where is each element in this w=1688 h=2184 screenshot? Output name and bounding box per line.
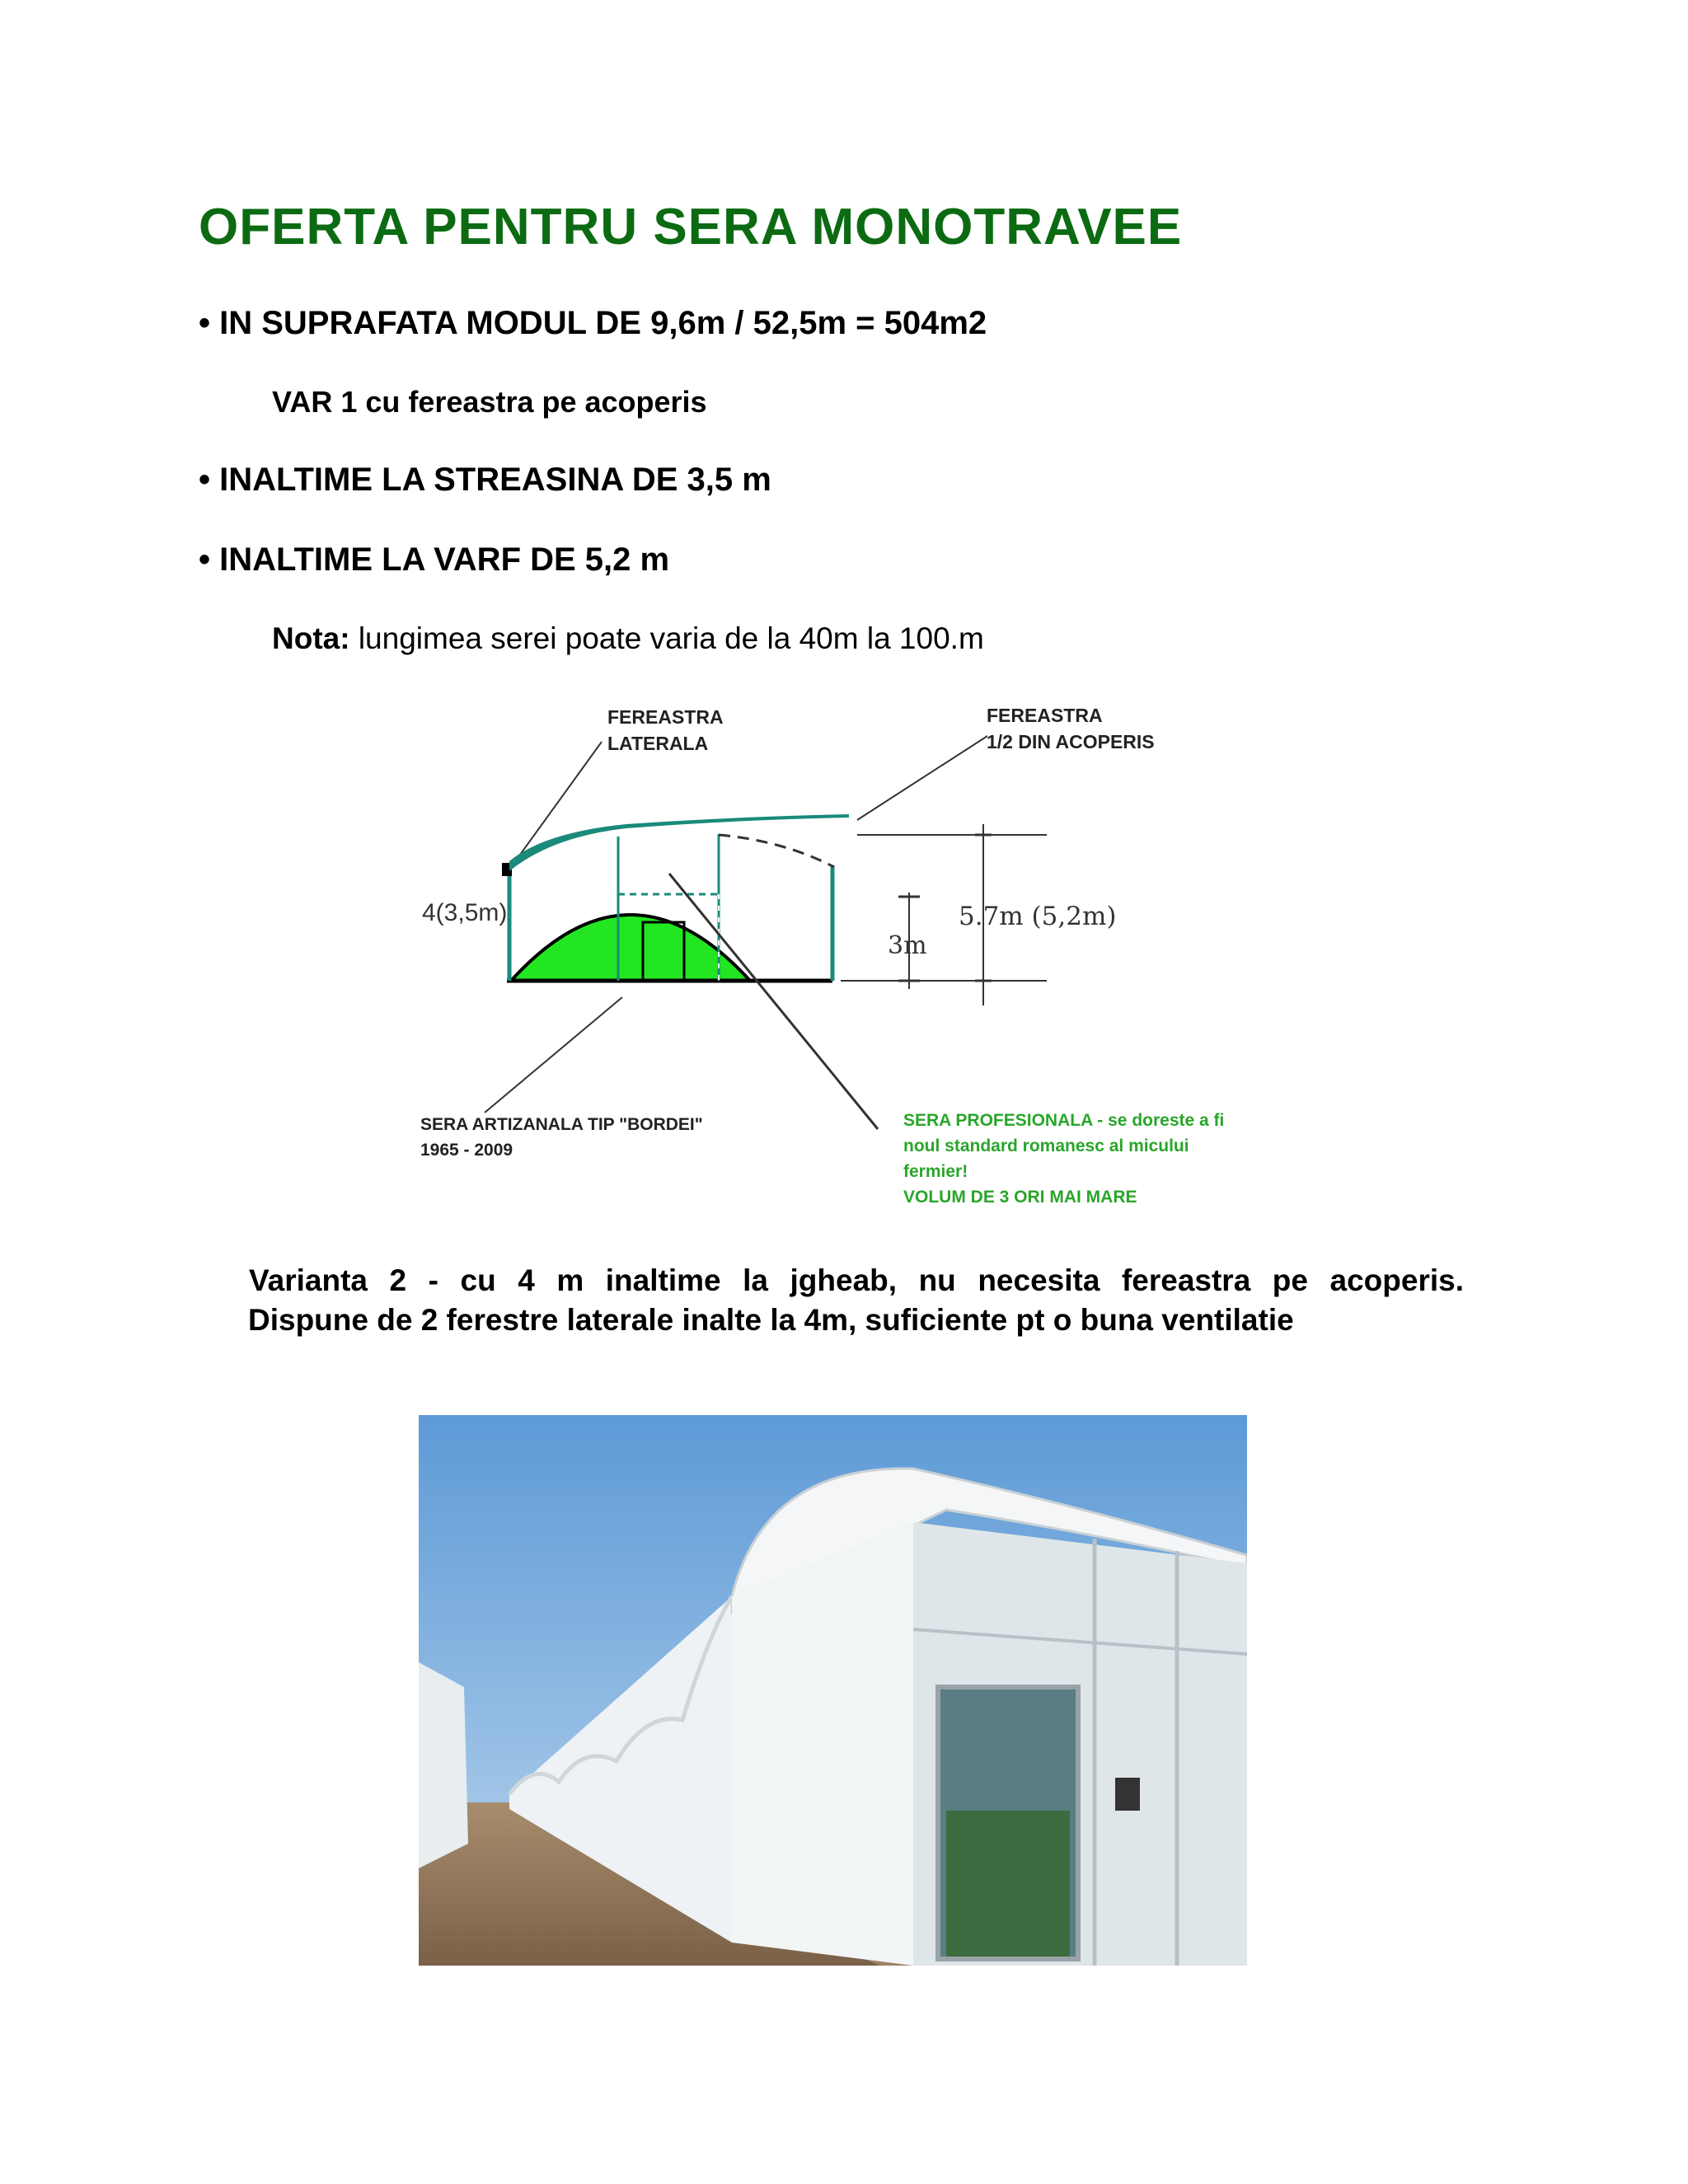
height-inner-label: 3m bbox=[888, 931, 927, 960]
bullet-eave-height: • INALTIME LA STREASINA DE 3,5 m bbox=[199, 462, 771, 498]
pro-label-3: fermier! bbox=[903, 1162, 968, 1181]
height-left-label: 4(3,5m) bbox=[422, 899, 508, 926]
label-roof-window-1: FEREASTRA bbox=[987, 705, 1103, 726]
open-roof-window bbox=[719, 835, 834, 867]
artisan-label-1: SERA ARTIZANALA TIP "BORDEI" bbox=[420, 1115, 703, 1134]
variant-2-line-1: Varianta 2 - cu 4 m inaltime la jgheab, nu necesita fereastra pe acoperis. bbox=[249, 1263, 1464, 1297]
note-text: lungimea serei poate varia de la 40m la 100.m bbox=[349, 621, 984, 655]
label-side-window-1: FEREASTRA bbox=[607, 706, 724, 728]
leader-artisan bbox=[485, 997, 622, 1113]
leader-roof-window bbox=[857, 736, 987, 820]
greenhouse-photo bbox=[419, 1415, 1247, 1966]
note-line bbox=[272, 621, 984, 656]
pro-label-2: noul standard romanesc al micului bbox=[903, 1137, 1189, 1155]
variant-2-paragraph bbox=[249, 1261, 1464, 1340]
page-title: OFERTA PENTRU SERA MONOTRAVEE bbox=[199, 199, 1183, 255]
leader-professional bbox=[669, 874, 878, 1129]
pro-label-1: SERA PROFESIONALA - se doreste a fi bbox=[903, 1111, 1225, 1130]
height-total-label: 5.7m (5,2m) bbox=[959, 902, 1117, 931]
variant-1-line: VAR 1 cu fereastra pe acoperis bbox=[272, 385, 707, 419]
note-label: Nota: bbox=[272, 621, 350, 655]
label-side-window-2: LATERALA bbox=[607, 733, 709, 754]
artisan-label-2: 1965 - 2009 bbox=[420, 1141, 513, 1160]
roof-curve bbox=[509, 814, 849, 871]
variant-2-line-2: Dispune de 2 ferestre laterale inalte la 4m, suficiente pt o buna ventilatie bbox=[248, 1303, 1294, 1337]
pro-label-4: VOLUM DE 3 ORI MAI MARE bbox=[903, 1188, 1137, 1207]
label-roof-window-2: 1/2 DIN ACOPERIS bbox=[987, 731, 1155, 752]
greenhouse-cross-section-diagram bbox=[396, 696, 1269, 1224]
artisan-greenhouse-arch bbox=[511, 915, 750, 981]
greenhouse-photo-illustration bbox=[419, 1415, 1247, 1966]
leader-side-window bbox=[509, 742, 602, 869]
bullet-peak-height: • INALTIME LA VARF DE 5,2 m bbox=[199, 541, 670, 578]
bullet-surface: • IN SUPRAFATA MODUL DE 9,6m / 52,5m = 504m2 bbox=[199, 305, 987, 341]
